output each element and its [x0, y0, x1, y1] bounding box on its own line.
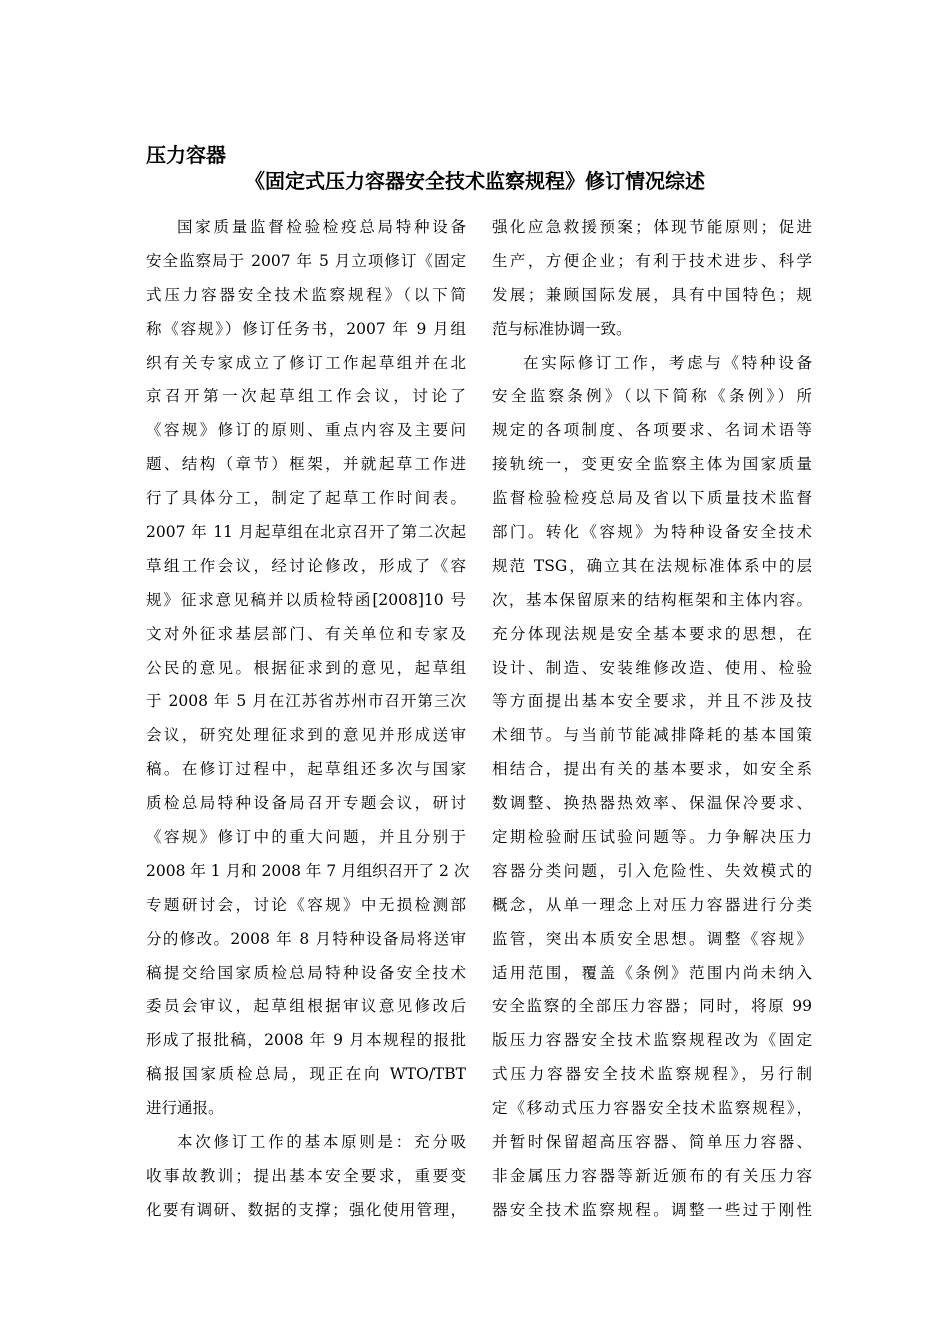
text-line: 行了具体分工，制定了起草工作时间表。: [146, 489, 466, 508]
text-line: 《容规》修订的原则、重点内容及主要问: [146, 421, 466, 440]
text-line: 本次修订工作的基本原则是：充分吸: [177, 1133, 466, 1152]
text-line: 国家质量监督检验检疫总局特种设备: [177, 218, 466, 236]
text-line: 相结合，提出有关的基本要求，如安全系: [492, 760, 812, 779]
text-line: 会议，研究处理征求到的意见并形成送审: [146, 726, 466, 745]
text-line: 监管，突出本质安全思想。调整《容规》: [492, 929, 812, 948]
text-line: 规定的各项制度、各项要求、名词术语等: [492, 421, 812, 440]
text-line: 稿。在修订过程中，起草组还多次与国家: [146, 760, 466, 779]
text-line: 术细节。与当前节能减排降耗的基本国策: [492, 726, 812, 745]
text-line: 定期检验耐压试验问题等。力争解决压力: [492, 828, 812, 847]
document-title: 《固定式压力容器安全技术监察规程》修订情况综述: [245, 169, 705, 193]
text-line: 化要有调研、数据的支撑；强化使用管理，: [146, 1200, 466, 1219]
text-line: 草组工作会议，经讨论修改，形成了《容: [146, 556, 466, 575]
text-line: 部门。转化《容规》为特种设备安全技术: [492, 523, 812, 542]
text-line: 委员会审议，起草组根据审议意见修改后: [146, 997, 466, 1016]
text-line: 次，基本保留原来的结构框架和主体内容。: [492, 590, 812, 609]
right-text-column: [492, 211, 812, 1228]
text-line: 充分体现法规是安全基本要求的思想，在: [492, 624, 812, 643]
text-line: 收事故教训；提出基本安全要求，重要变: [146, 1166, 466, 1185]
text-line: 生产，方便企业；有利于技术进步、科学: [492, 251, 812, 270]
text-line: 安全监察条例》（以下简称《条例》）所: [492, 387, 812, 406]
text-line: 定《移动式压力容器安全技术监察规程》，: [492, 1099, 812, 1118]
text-line: 于 2008 年 5 月在江苏省苏州市召开第三次: [146, 692, 466, 711]
text-line: 2008 年 1 月和 2008 年 7 月组织召开了 2 次: [146, 861, 470, 880]
text-line: 强化应急救援预案；体现节能原则；促进: [492, 218, 812, 236]
text-line: 安全监察的全部压力容器；同时，将原 99: [492, 997, 812, 1016]
text-line: 稿报国家质检总局，现正在向 WTO/TBT: [146, 1065, 466, 1084]
text-line: 规范 TSG，确立其在法规标准体系中的层: [492, 556, 812, 575]
text-line: 数调整、换热器热效率、保温保冷要求、: [492, 794, 812, 813]
text-line: 式压力容器安全技术监察规程》，另行制: [492, 1065, 812, 1084]
text-line: 分的修改。2008 年 8 月特种设备局将送审: [146, 929, 466, 948]
text-line: 形成了报批稿，2008 年 9 月本规程的报批: [146, 1031, 466, 1050]
text-line: 京召开第一次起草组工作会议，讨论了: [146, 387, 466, 406]
text-line: 发展；兼顾国际发展，具有中国特色；规: [492, 285, 812, 304]
text-line: 稿提交给国家质检总局特种设备安全技术: [146, 963, 466, 982]
text-line: 范与标准协调一致。: [492, 319, 632, 338]
section-label: 压力容器: [146, 143, 226, 167]
text-line: 公民的意见。根据征求到的意见，起草组: [146, 658, 466, 677]
text-line: 容器分类问题，引入危险性、失效模式的: [492, 861, 812, 880]
text-line: 进行通报。: [146, 1099, 224, 1118]
text-line: 专题研讨会，讨论《容规》中无损检测部: [146, 895, 466, 914]
text-line: 织有关专家成立了修订工作起草组并在北: [146, 353, 466, 372]
text-line: 适用范围，覆盖《条例》范围内尚未纳入: [492, 963, 812, 982]
text-line: 等方面提出基本安全要求，并且不涉及技: [492, 692, 812, 711]
text-line: 版压力容器安全技术监察规程改为《固定: [492, 1031, 812, 1050]
text-line: 《容规》修订中的重大问题，并且分别于: [146, 828, 466, 847]
text-line: 题、结构（章节）框架，并就起草工作进: [146, 455, 466, 474]
text-line: 并暂时保留超高压容器、简单压力容器、: [492, 1133, 812, 1152]
text-line: 式压力容器安全技术监察规程》（以下简: [146, 285, 466, 304]
left-text-column: [146, 211, 470, 1228]
text-line: 概念，从单一理念上对压力容器进行分类: [492, 895, 812, 914]
text-line: 监督检验检疫总局及省以下质量技术监督: [492, 489, 812, 508]
text-line: 安全监察局于 2007 年 5 月立项修订《固定: [146, 251, 466, 270]
text-line: 2007 年 11 月起草组在北京召开了第二次起: [146, 523, 466, 542]
text-line: 设计、制造、安装维修改造、使用、检验: [492, 658, 812, 677]
text-line: 规》征求意见稿并以质检特函[2008]10 号: [146, 590, 466, 609]
text-line: 非金属压力容器等新近颁布的有关压力容: [492, 1166, 812, 1185]
text-line: 器安全技术监察规程。调整一些过于刚性: [492, 1200, 812, 1219]
text-line: 在实际修订工作，考虑与《特种设备: [523, 353, 812, 372]
text-line: 文对外征求基层部门、有关单位和专家及: [146, 624, 466, 643]
text-line: 称《容规》）修订任务书，2007 年 9 月组: [146, 319, 466, 338]
text-line: 质检总局特种设备局召开专题会议，研讨: [146, 794, 466, 813]
text-line: 接轨统一，变更安全监察主体为国家质量: [492, 455, 812, 474]
